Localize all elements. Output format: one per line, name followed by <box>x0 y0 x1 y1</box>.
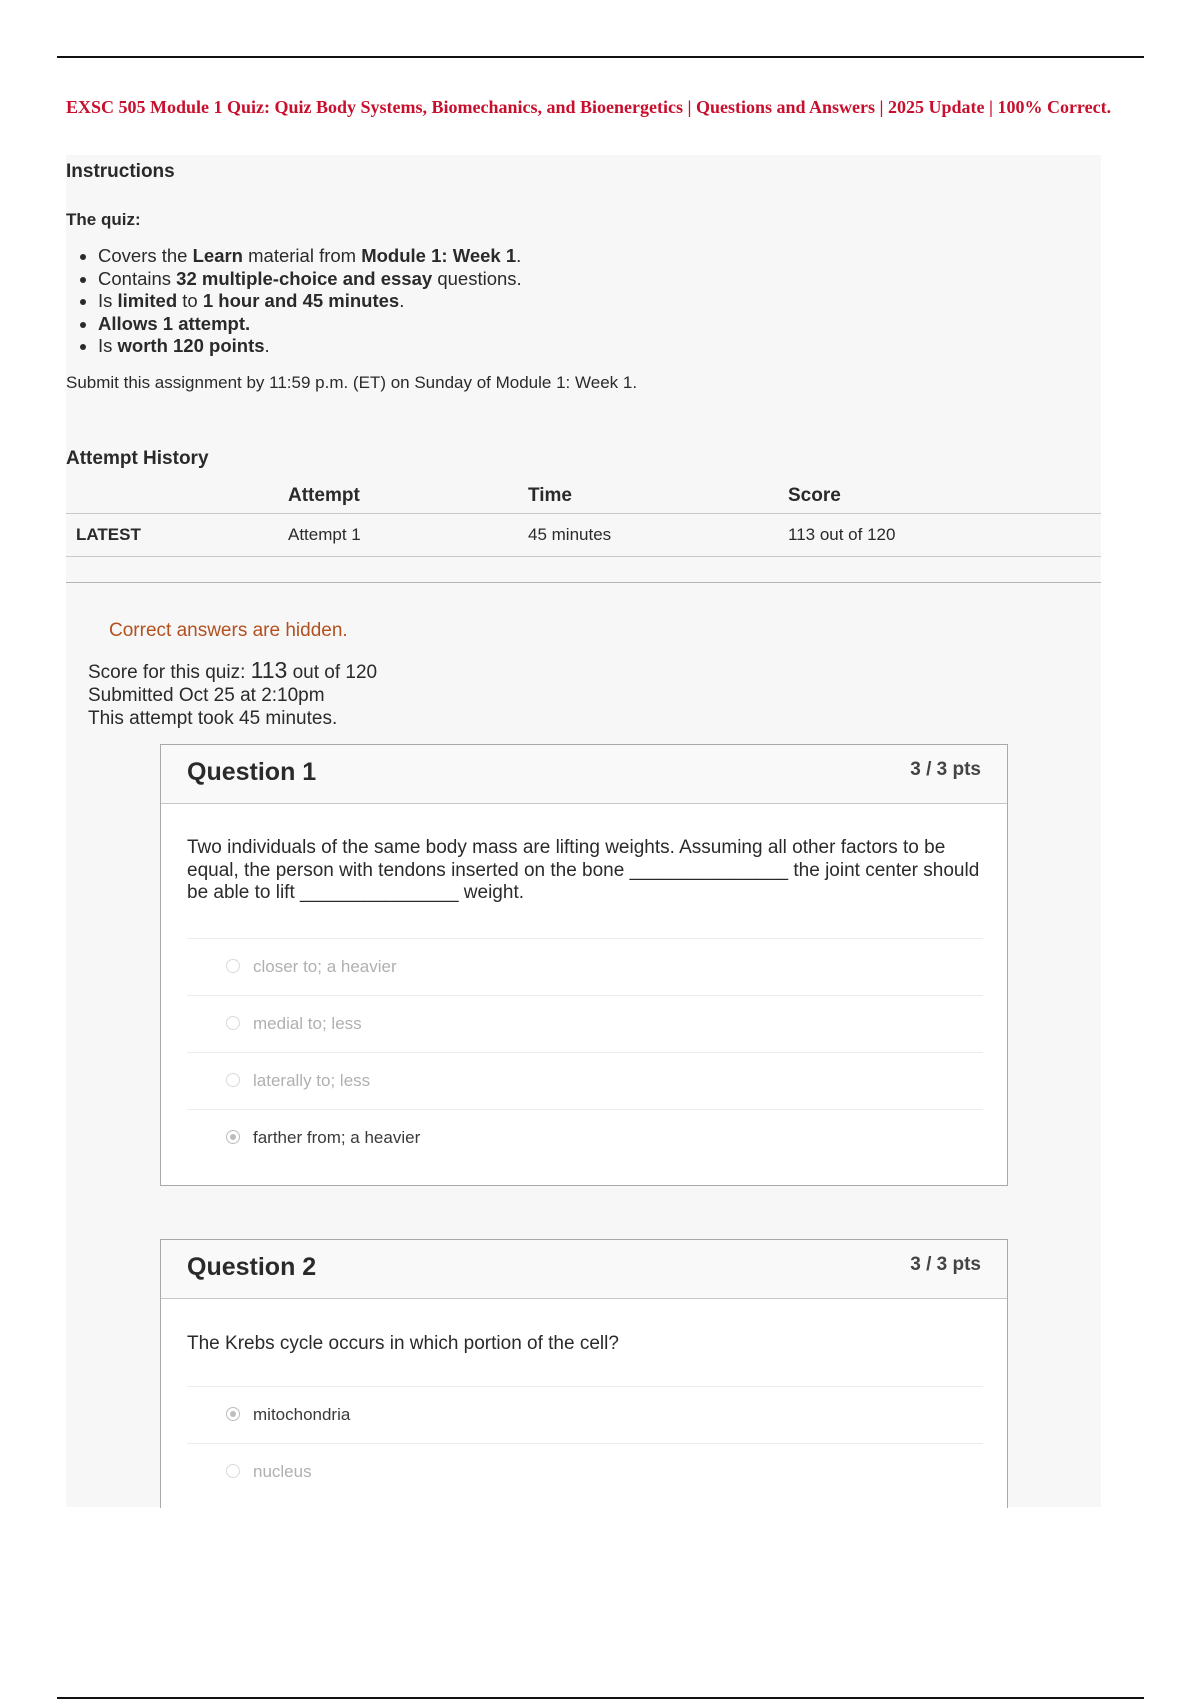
score-line: Score for this quiz: 113 out of 120 <box>88 657 378 683</box>
question-points: 3 / 3 pts <box>910 1254 981 1275</box>
answer-list <box>187 1386 983 1500</box>
table-row <box>66 514 1101 557</box>
radio-button-selected[interactable] <box>226 1130 240 1144</box>
attempt-link[interactable]: Attempt 1 <box>288 525 361 544</box>
table-header-row <box>66 482 1101 514</box>
score-value: 113 <box>250 657 288 683</box>
column-header-time: Time <box>528 485 573 506</box>
radio-button[interactable] <box>226 959 240 973</box>
latest-label: LATEST <box>76 525 141 544</box>
submit-deadline-note: Submit this assignment by 11:59 p.m. (ET) on Sunday of Module 1: Week 1. <box>66 373 638 392</box>
detail-covers: • Covers the Learn material from Module 1: Week 1. <box>98 245 522 268</box>
attempt-time: 45 minutes <box>528 525 612 544</box>
answer-label: closer to; a heavier <box>253 957 397 976</box>
detail-attempts: • Allows 1 attempt. <box>98 313 522 336</box>
question-text: The Krebs cycle occurs in which portion of the cell? <box>187 1333 619 1354</box>
answer-list <box>187 938 983 1166</box>
document-title: EXSC 505 Module 1 Quiz: Quiz Body Systems, Biomechanics, and Bioenergetics | Questions and Answers | 2025 Update | 100% Correct. <box>66 97 1112 117</box>
answers-hidden-notice: Correct answers are hidden. <box>109 620 348 641</box>
attempt-duration: This attempt took 45 minutes. <box>88 708 338 729</box>
question-text: Two individuals of the same body mass are lifting weights. Assuming all other factors to be equal, the person with tendons inserted on the bone _______________ the joint center should be able to lift _______________ weight. <box>187 837 980 903</box>
question-title: Question 2 <box>187 1253 317 1281</box>
answer-label: farther from; a heavier <box>253 1128 421 1147</box>
question-points: 3 / 3 pts <box>910 759 981 780</box>
answer-option[interactable] <box>187 938 983 995</box>
question-header <box>161 1240 1007 1299</box>
detail-contains: • Contains 32 multiple-choice and essay questions. <box>98 268 522 291</box>
radio-button[interactable] <box>226 1073 240 1087</box>
column-header-attempt: Attempt <box>288 485 360 506</box>
question-title: Question 1 <box>187 758 317 786</box>
attempt-score: 113 out of 120 <box>788 525 896 544</box>
question-card-1 <box>160 744 1008 1186</box>
answer-label: laterally to; less <box>253 1071 371 1090</box>
column-header-score: Score <box>788 485 841 506</box>
attempt-history-heading: Attempt History <box>66 448 209 469</box>
top-rule <box>57 56 1144 58</box>
question-header <box>161 745 1007 804</box>
radio-button[interactable] <box>226 1016 240 1030</box>
answer-label: mitochondria <box>253 1405 351 1424</box>
quiz-label: The quiz: <box>66 210 141 229</box>
answer-label: nucleus <box>253 1462 312 1481</box>
radio-button[interactable] <box>226 1464 240 1478</box>
section-divider <box>66 582 1101 583</box>
quiz-details-list <box>66 245 522 358</box>
answer-option[interactable] <box>187 1109 983 1166</box>
instructions-heading: Instructions <box>66 161 175 182</box>
detail-limited: • Is limited to 1 hour and 45 minutes. <box>98 290 522 313</box>
answer-option[interactable] <box>187 1386 983 1443</box>
answer-option[interactable] <box>187 1052 983 1109</box>
answer-option[interactable] <box>187 1443 983 1500</box>
answer-label: medial to; less <box>253 1014 362 1033</box>
submitted-time: Submitted Oct 25 at 2:10pm <box>88 685 325 706</box>
radio-button-selected[interactable] <box>226 1407 240 1421</box>
answer-option[interactable] <box>187 995 983 1052</box>
attempt-history-table <box>66 482 1101 557</box>
detail-points: • Is worth 120 points. <box>98 335 522 358</box>
score-summary <box>88 659 377 730</box>
question-card-2 <box>160 1239 1008 1508</box>
bottom-rule <box>57 1697 1144 1699</box>
